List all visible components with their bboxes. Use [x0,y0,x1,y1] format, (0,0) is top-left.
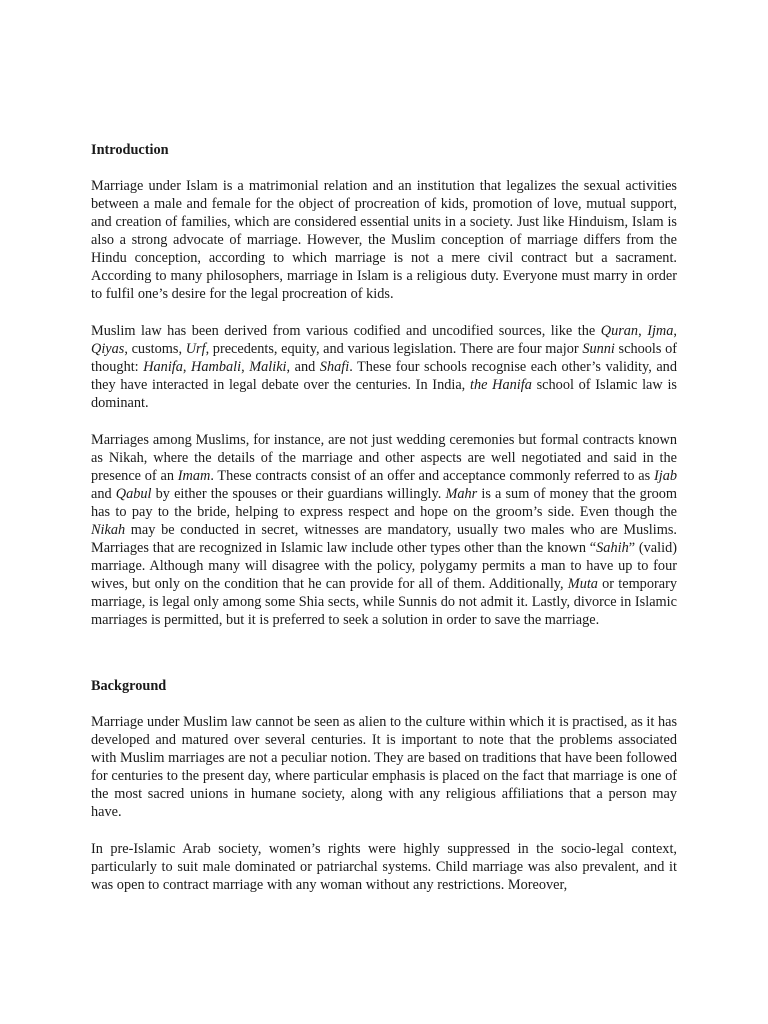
italic-term: Shafi [319,359,350,375]
text-run: and [91,486,116,502]
body-paragraph [91,840,677,894]
italic-term: Nikah [91,522,126,538]
text-run: , [182,359,192,375]
text-run: . These contracts consist of an offer and acceptance commonly referred to as [210,468,654,484]
italic-term: Quran [600,323,639,339]
body-paragraph [91,322,677,412]
italic-term: Muta [567,576,598,592]
italic-term: Hambali [191,359,242,375]
text-run: Muslim law has been derived from various codified and uncodified sources, like the [91,323,601,339]
text-run: Marriage under Islam is a matrimonial relation and an institution that legalizes the sexual activities between a male and female for the object of procreation of kids, promotion of love, mutual support, and creation of families, which are considered essential units in a society. Just like Hinduism, Islam is also a strong advocate of marriage. However, the Muslim conception of marriage differs from the Hindu conception, according to which marriage is not a mere civil contract but a sacrament. According to many philosophers, marriage in Islam is a religious duty. Everyone must marry in order to fulfil one’s desire for the legal procreation of kids. [91,178,677,302]
text-run: by either the spouses or their guardians willingly. [151,486,446,502]
italic-term: the Hanifa [469,377,532,393]
italic-term: Sunni [582,341,615,357]
italic-term: Ijma [647,323,674,339]
text-run: . These four schools recognise each other’s validity, and they have interacted in legal debate over the centuries. In India, [91,359,677,393]
body-paragraph [91,431,677,629]
italic-term: Urf [185,341,206,357]
text-run: or temporary marriage, is legal only among some Shia sects, while Sunnis do not admit it. Lastly, divorce in Islamic marriages is permitted, but it is preferred to seek a solution in order to save the marriage. [91,576,678,628]
text-run: Marriages among Muslims, for instance, are not just wedding ceremonies but formal contracts known as Nikah, where the details of the marriage and other aspects are well negotiated and said in the presence of an [91,432,677,484]
document-body [91,141,677,913]
italic-term: Qiyas [91,341,125,357]
text-run: In pre-Islamic Arab society, women’s rights were highly suppressed in the socio-legal context, particularly to suit male dominated or patriarchal systems. Child marriage was also prevalent, and it was open to contract marriage with any woman without any restrictions. Moreover, [91,841,677,893]
body-paragraph [91,177,677,303]
text-run: , customs, [124,341,186,357]
text-run: schools of thought: [91,341,677,375]
section-heading: Background [91,678,167,694]
italic-term: Qabul [115,486,152,502]
text-run: , and [286,359,320,375]
section-spacer [91,648,677,677]
text-run: ” (valid) marriage. Although many will disagree with the policy, polygamy permits a man to have up to four wives, but only on the condition that he can provide for all of them. Additionally, [91,540,678,592]
body-paragraph [91,713,677,821]
italic-term: Hanifa [143,359,183,375]
text-run: Marriage under Muslim law cannot be seen as alien to the culture within which it is practised, as it has developed and matured over several centuries. It is important to note that the problems associated with Muslim marriages are not a peculiar notion. They are based on traditions that have been followed for centuries to the present day, where particular emphasis is placed on the fact that marriage is one of the most sacred unions in humane society, along with any religious affiliations that a person may have. [91,714,678,820]
italic-term: Maliki [249,359,287,375]
section-heading: Introduction [91,142,169,158]
text-run: , precedents, equity, and various legislation. There are four major [205,341,583,357]
text-run: , [638,323,648,339]
text-run: is a sum of money that the groom has to pay to the bride, helping to express respect and hope on the groom’s side. Even though the [91,486,677,520]
italic-term: Imam [177,468,211,484]
italic-term: Mahr [445,486,478,502]
italic-term: Ijab [653,468,677,484]
italic-term: Sahih [596,540,629,556]
text-run: school of Islamic law is dominant. [91,377,677,411]
text-run: , [673,323,677,339]
text-run: , [241,359,250,375]
text-run: may be conducted in secret, witnesses are mandatory, usually two males who are Muslims. Marriages that are recognized in Islamic law include other types other than the known “ [91,522,677,556]
